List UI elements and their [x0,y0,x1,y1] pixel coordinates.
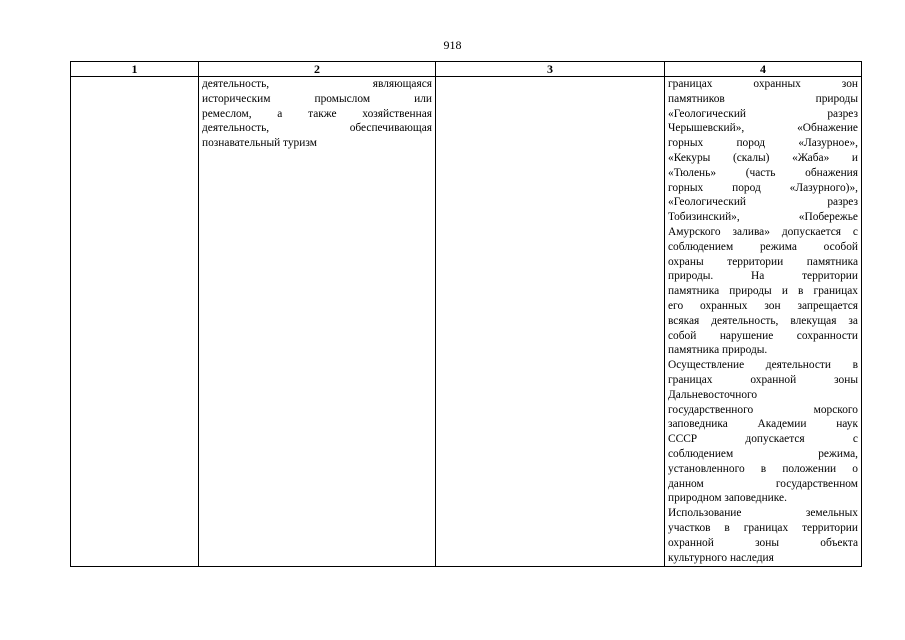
text-line: памятников природы [668,92,858,105]
text-line: познавательный туризм [202,137,317,150]
text-line: культурного наследия [668,551,774,564]
text-line: соблюдением режима особой [668,240,858,253]
text-line: «Тюлень» (часть обнажения [668,166,858,179]
table-row [71,77,862,567]
text-line: Амурского залива» допускается с [668,225,858,238]
text-line: ремеслом, а также хозяйственная [202,107,432,120]
text-line: Осуществление деятельности в [668,359,858,372]
text-line: природы. На территории [668,270,858,283]
text-line: природном заповеднике. [668,492,787,505]
text-line: Тобизинский», «Побережье [668,211,858,224]
column-header-4: 4 [665,62,862,77]
cell-col-1 [71,77,199,567]
text-line: установленного в положении о [668,462,858,475]
text-line: Использование земельных [668,507,858,520]
text-line: деятельность, обеспечивающая [202,122,432,135]
text-line: всякая деятельность, влекущая за [668,314,858,327]
text-line: данном государственном [668,477,858,490]
text-line: горных пород «Лазурного)», [668,181,858,194]
text-line: горных пород «Лазурное», [668,137,858,150]
text-line: историческим промыслом или [202,92,432,105]
text-line: деятельность, являющаяся [202,78,432,90]
cell-col-2 [199,77,436,567]
header-row [71,62,862,77]
column-header-1: 1 [71,62,199,77]
text-line: границах охранной зоны [668,373,858,386]
cell-col-4-text [668,77,858,565]
text-line: государственного морского [668,403,858,416]
page-number: 918 [443,38,462,52]
document-table [70,61,862,567]
cell-col-4 [665,77,862,567]
text-line: собой нарушение сохранности [668,329,858,342]
text-line: памятника природы. [668,344,768,357]
text-line: СССР допускается с [668,433,858,446]
column-header-2: 2 [199,62,436,77]
text-line: «Геологический разрез [668,107,858,120]
text-line: охранной зоны объекта [668,536,858,549]
text-line: «Геологический разрез [668,196,858,209]
cell-col-2-text [202,77,432,151]
text-line: охраны территории памятника [668,255,858,268]
text-line: границах охранных зон [668,78,858,90]
cell-col-3 [436,77,665,567]
column-header-3: 3 [436,62,665,77]
text-line: «Кекуры (скалы) «Жаба» и [668,151,858,164]
text-line: участков в границах территории [668,521,858,534]
text-line: его охранных зон запрещается [668,299,858,312]
text-line: памятника природы и в границах [668,285,858,298]
text-line: соблюдением режима, [668,447,858,460]
text-line: Дальневосточного [668,388,758,401]
text-line: заповедника Академии наук [668,418,858,431]
text-line: Черышевский», «Обнажение [668,122,858,135]
